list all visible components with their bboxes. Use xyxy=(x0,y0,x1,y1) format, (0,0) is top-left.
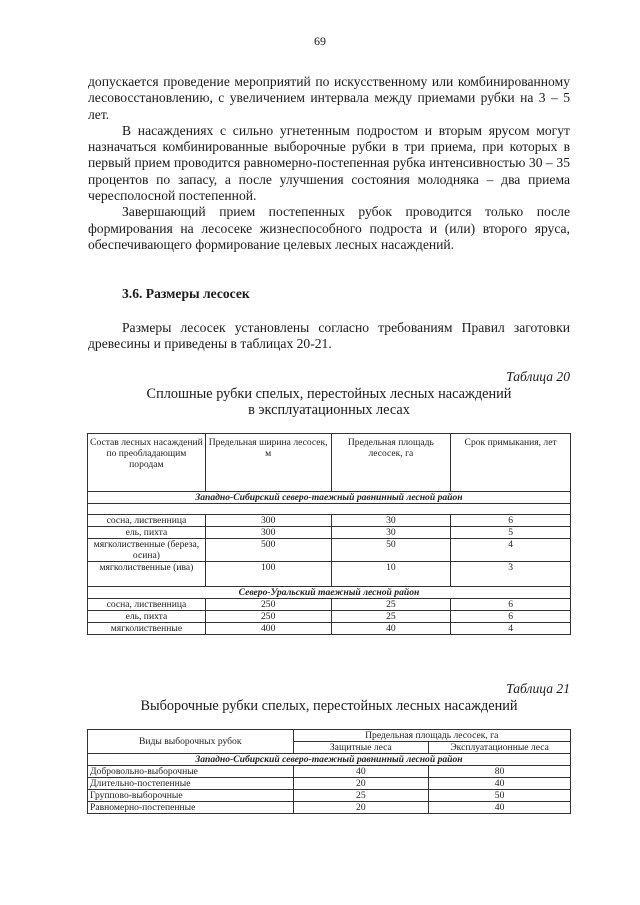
table-cell: 250 xyxy=(205,611,331,623)
table21-header-exploitation: Эксплуатационные леса xyxy=(429,742,571,754)
table20-label: Таблица 20 xyxy=(506,369,570,384)
table-cell: 250 xyxy=(205,599,331,611)
table21-region: Западно-Сибирский северо-таежный равнинный лесной район xyxy=(88,754,571,766)
paragraph-1: допускается проведение мероприятий по искусственному или комбинированному лесовосстановлению, с увеличением интервала между приемами рубки на 3 – 5 лет. xyxy=(88,74,570,122)
table20 xyxy=(87,433,571,635)
table-row xyxy=(88,611,571,623)
table-cell: 30 xyxy=(331,515,451,527)
table-cell: сосна, лиственница xyxy=(88,515,206,527)
table-cell: 30 xyxy=(331,527,451,539)
table-cell: мягколиственные (ива) xyxy=(88,562,206,587)
table20-header-composition: Состав лесных насаждений по преобладающим породам xyxy=(88,434,206,492)
table-row xyxy=(88,515,571,527)
table20-header-term: Срок примыкания, лет xyxy=(451,434,571,492)
table-cell: 20 xyxy=(293,802,429,814)
table-cell: 25 xyxy=(293,790,429,802)
table-cell: Группово-выборочные xyxy=(88,790,294,802)
table-cell: 40 xyxy=(429,802,571,814)
table-cell: 25 xyxy=(331,611,451,623)
table-cell: Добровольно-выборочные xyxy=(88,766,294,778)
table-cell: 6 xyxy=(451,515,571,527)
table-cell: Длительно-постепенные xyxy=(88,778,294,790)
table-row xyxy=(88,802,571,814)
table-row xyxy=(88,527,571,539)
table-row xyxy=(88,599,571,611)
table-cell: 6 xyxy=(451,599,571,611)
table20-header-row xyxy=(88,434,571,492)
table-cell: 40 xyxy=(331,623,451,635)
table-cell: 300 xyxy=(205,527,331,539)
section-intro-block xyxy=(88,320,570,353)
table20-region1: Западно-Сибирский северо-таежный равнинный лесной район xyxy=(88,492,571,504)
table21-title: Выборочные рубки спелых, перестойных лесных насаждений xyxy=(140,698,518,714)
table-cell: ель, пихта xyxy=(88,527,206,539)
table20-spacer xyxy=(88,504,571,515)
table-cell: 80 xyxy=(429,766,571,778)
table-cell: 40 xyxy=(293,766,429,778)
table21-header-row1 xyxy=(88,730,571,742)
table20-region1-row xyxy=(88,492,571,504)
table-cell: ель, пихта xyxy=(88,611,206,623)
table-cell: 5 xyxy=(451,527,571,539)
table21-label: Таблица 21 xyxy=(506,681,570,696)
table-cell: 4 xyxy=(451,623,571,635)
table-row xyxy=(88,623,571,635)
table-cell: 40 xyxy=(429,778,571,790)
paragraph-3: Завершающий прием постепенных рубок проводится только после формирования на лесосеке жизнеспособного подроста и (или) второго яруса, обеспечивающего формирование целевых лесных насаждений. xyxy=(88,204,570,252)
table-cell: 10 xyxy=(331,562,451,587)
table20-spacer-row xyxy=(88,504,571,515)
table-row xyxy=(88,778,571,790)
table-cell: 50 xyxy=(429,790,571,802)
table-cell: 400 xyxy=(205,623,331,635)
section-heading: 3.6. Размеры лесосек xyxy=(122,286,250,301)
table20-header-area: Предельная площадь лесосек, га xyxy=(331,434,451,492)
table-cell: Равномерно-постепенные xyxy=(88,802,294,814)
table-cell: мягколиственные xyxy=(88,623,206,635)
table-cell: 4 xyxy=(451,539,571,562)
table20-region2-row xyxy=(88,587,571,599)
table20-title-line1: Сплошные рубки спелых, перестойных лесных насаждений xyxy=(146,386,512,402)
table-cell: 6 xyxy=(451,611,571,623)
table-cell: сосна, лиственница xyxy=(88,599,206,611)
table-row xyxy=(88,539,571,562)
table-cell: 3 xyxy=(451,562,571,587)
table20-header-width: Предельная ширина лесосек, м xyxy=(205,434,331,492)
page-number: 69 xyxy=(314,34,326,48)
table20-title xyxy=(88,386,570,418)
table-row xyxy=(88,766,571,778)
table20-title-line2: в эксплуатационных лесах xyxy=(248,402,410,418)
body-text xyxy=(88,74,570,253)
table-cell: 500 xyxy=(205,539,331,562)
table-cell: 25 xyxy=(331,599,451,611)
table-cell: 50 xyxy=(331,539,451,562)
table21 xyxy=(87,729,571,814)
table-cell: 20 xyxy=(293,778,429,790)
table21-header-protective: Защитные леса xyxy=(293,742,429,754)
table21-region-row xyxy=(88,754,571,766)
table21-header-types: Виды выборочных рубок xyxy=(88,730,294,754)
table-row xyxy=(88,790,571,802)
table21-header-area: Предельная площадь лесосек, га xyxy=(293,730,571,742)
table-cell: мягколиственные (береза, осина) xyxy=(88,539,206,562)
section-intro: Размеры лесосек установлены согласно требованиям Правил заготовки древесины и приведены в таблицах 20-21. xyxy=(88,320,570,352)
table20-region2: Северо-Уральский таежный лесной район xyxy=(88,587,571,599)
table-cell: 100 xyxy=(205,562,331,587)
table-row xyxy=(88,562,571,587)
table-cell: 300 xyxy=(205,515,331,527)
paragraph-2: В насаждениях с сильно угнетенным подростом и вторым ярусом могут назначаться комбинированные выборочные рубки в три приема, при которых в первый прием проводится равномерно-постепенная рубка интенсивностью 30 – 35 процентов по запасу, а после улучшения состояния молодняка – два приема чересполосной постепенной. xyxy=(88,122,570,204)
